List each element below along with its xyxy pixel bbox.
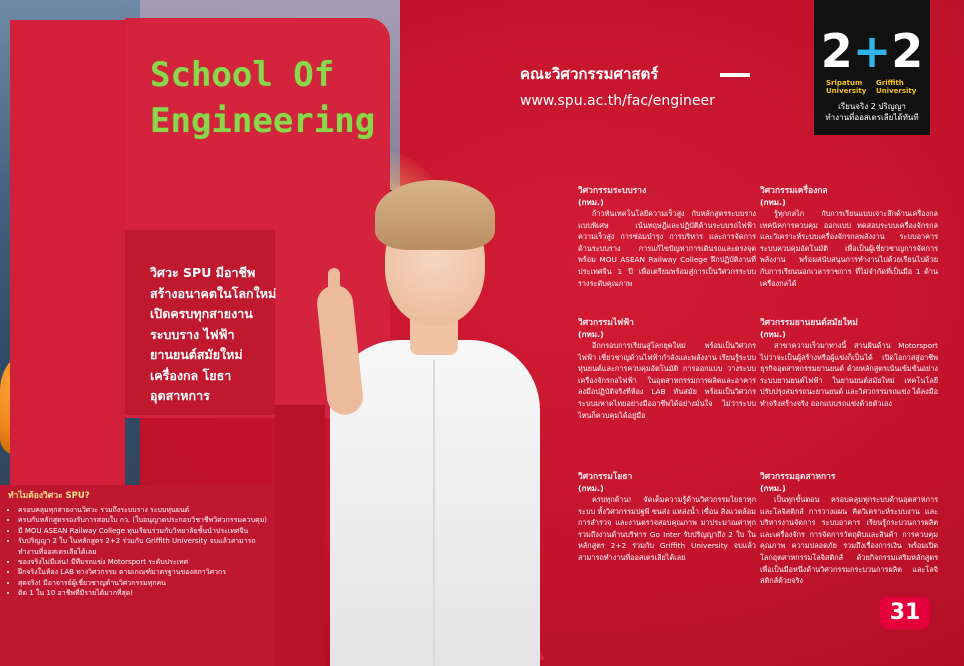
section-location: (กทม.) xyxy=(578,198,604,207)
page-title xyxy=(150,52,375,144)
logo-uni-left-line: University xyxy=(826,87,867,95)
tagline-line: เครื่องกล โยธา xyxy=(150,367,232,383)
section-heading: วิศวกรรมยานยนต์สมัยใหม่ xyxy=(760,318,858,328)
section-heading: วิศวกรรมอุตสาหการ xyxy=(760,472,836,482)
why-item: • ครอบคลุมทุกสายงานวิศวะ รวมถึงระบบราง ระบบหุ่นยนต์ xyxy=(18,505,270,515)
title-line-1: School Of xyxy=(150,55,335,95)
section-location: (กทม.) xyxy=(760,330,786,339)
why-spu-box xyxy=(8,488,270,599)
logo-number xyxy=(814,24,930,78)
why-item: • มี MOU ASEAN Railway College ทุนเรียนร่วมกับวิทยาลัยชั้นนำประเทศจีน xyxy=(18,526,270,536)
letter-e-shape xyxy=(10,20,125,490)
why-list xyxy=(8,505,270,599)
section-location: (กทม.) xyxy=(578,484,604,493)
tagline-line: ระบบราง ไฟฟ้า xyxy=(150,326,235,342)
why-item: • ครบกับหลักสูตรรองรับการสอบใบ กว. (ใบอนุญาตประกอบวิชาชีพวิศวกรรมควบคุม) xyxy=(18,515,270,525)
logo-plus: + xyxy=(852,24,892,78)
section-body: อีกกรอบการเรียนสู่โลกยุคใหม่ พร้อมเป็นวิศวกรไฟฟ้า เชี่ยวชาญด้านไฟฟ้ากำลังและพลังงาน เรียนรู้ระบบหุ่นยนต์และการควบคุมอัตโนมัติ การออกแบบ วางระบบเครื่องจักรกลไฟฟ้า ในอุตสาหกรรมการผลิตและอาคาร ลงมือปฏิบัติจริงที่ห้อง LAB ทันสมัย พร้อมเป็นวิศวกรระบบมหาดไทยอย่างมืออาชีพได้อย่างมั่นใจ ไม่ว่าระบบไหนก็ควบคุมได้อยู่มือ xyxy=(578,341,756,420)
faculty-dash xyxy=(720,73,750,77)
tagline xyxy=(150,263,300,407)
section-heading: วิศวกรรมไฟฟ้า xyxy=(578,318,634,328)
why-item: • ของจริงไม่มีเล่น! มีทีมรถแข่ง Motorsport ระดับประเทศ xyxy=(18,557,270,567)
logo-uni-right-line: University xyxy=(876,87,917,95)
section-location: (กทม.) xyxy=(760,484,786,493)
pointing-finger xyxy=(328,268,340,306)
section-body: ก้าวทันเทคโนโลยีความเร็วสูง กับหลักสูตรระบบรางแบบพิเศษ เน้นทฤษฎีและปฏิบัติด้านระบบรถไฟฟ้าความเร็วสูง การซ่อมบำรุง การบริหาร และการจัดการด้านระบบราง การแก้ไขปัญหาการเดินรถและตรงจุด พร้อม MOU ASEAN Railway College ฝึกปฏิบัติงานที่ประเทศจีน 1 ปี เพื่อเตรียมพร้อมสู่การเป็นวิศวกรระบบรางระดับคุณภาพ xyxy=(578,209,756,288)
page-number-badge: 31 xyxy=(880,597,930,629)
section-body: รู้ทุกกลไก กับการเรียนแบบเจาะลึกด้านเครื่องกล เทคนิคการควบคุม ออกแบบ ทดสอบระบบเครื่องจักรกลและวิเคราะห์ระบบเครื่องจักรกลพลังงาน ระบบอาคาร ระบบควบคุมอัตโนมัติ เพื่อเป็นผู้เชี่ยวชาญการจัดการพลังงาน พร้อมสนับสนุนการทำงานไปด้วยเรียนไปด้วย กับการเรียนนอกเวลาราชการ ที่ไม่จำกัดที่เป็นมือ 1 ด้านเครื่องกลได้ xyxy=(760,209,938,288)
logo-university-left xyxy=(826,79,866,95)
section-body: เป็นทุกขั้นตอน ครอบคลุมทุกระบบด้านอุตสาหการและโลจิสติกส์ การวางแผน คิดวิเคราะห์ระบบงาน และบริหารงานจัดการ ระบบอาคาร เรียนรู้กระบวนการผลิตและเครื่องจักร การจัดการวัตถุดิบและสินค้า การควบคุมคุณภาพ ความปลอดภัย รวมถึงเรื่องการเงิน พร้อมเปิดโลกอุตสาหกรรมโลจิสติกส์ ด้วยกิจกรรมเสริมหลักสูตรเพื่อเป็นมือหนึ่งด้านวิศวกรรมกระบวนการผลิต และโลจิสติกส์ด้วยจริง xyxy=(760,495,938,586)
shirt-placket xyxy=(433,360,435,666)
section-heading: วิศวกรรมเครื่องกล xyxy=(760,186,828,196)
section-body: สาขาความเร็วมาทางนี้ สานฝันด้าน Motorsport ไปว่าจะเป็นผู้สร้างหรือผู้แข่งก็เป็นได้ เปิดโอกาสสู่อาชีพธุรกิจอุตสาหกรรมยานยนต์ ด้วยหลักสูตรเน้นเข้มข้นอย่างระบบยานยนต์ไฟฟ้า ในยานยนต์สมัยใหม่ เทคโนโลยีปรับปรุงสมรรถนะยานยนต์ และวิศวกรรมรถแข่ง ได้ลงมือทำจริงสร้างจริง ออกแบบรถแข่งด้วยตัวเอง xyxy=(760,341,938,408)
program-logo xyxy=(814,0,930,135)
section-body: ครบทุกด้าน! จัดเต็มความรู้ด้านวิศวกรรมโยธาทุกระบบ ทั้งวิศวกรรมปฐพี ขนส่ง แหล่งน้ำ เขื่อน สิ่งแวดล้อม การสำรวจ และงานตรวจสอบคุณภาพ มาประมาณค่าทุกรวมถึงงานด้านบริหาร Go Inter รับปริญญาถึง 2 ใบ ในหลักสูตร 2+2 ร่วมกับ Griffith University จบแล้วสามารถทำงานที่ออสเตรเลียได้เลย xyxy=(578,495,756,562)
logo-uni-right-line: Griffith xyxy=(876,79,904,87)
section-location: (กทม.) xyxy=(760,198,786,207)
title-line-2: Engineering xyxy=(150,101,376,141)
faculty-url[interactable]: www.spu.ac.th/fac/engineer xyxy=(520,93,715,109)
logo-uni-left-line: Sripatum xyxy=(826,79,863,87)
logo-tagline-line: ทำงานที่ออสเตรเลียได้ทันที xyxy=(825,113,919,122)
tagline-line: อุตสาหการ xyxy=(150,388,210,403)
section-industrial xyxy=(760,472,938,587)
logo-tagline-line: เรียนจริง 2 ปริญญา xyxy=(838,102,906,111)
section-electrical xyxy=(578,318,756,421)
section-railway xyxy=(578,186,756,289)
section-location: (กทม.) xyxy=(578,330,604,339)
why-item: • ฝึกจริงในห้อง LAB ทางวิศวกรรม ตามเกณฑ์มาตรฐานของสภาวิศวกร xyxy=(18,567,270,577)
why-item: • สุดจริง! มีอาจารย์ผู้เชี่ยวชาญด้านวิศวกรรมทุกคน xyxy=(18,578,270,588)
student-hair xyxy=(375,180,495,250)
logo-digit-right: 2 xyxy=(891,24,924,78)
faculty-name: คณะวิศวกรรมศาสตร์ xyxy=(520,65,659,83)
logo-digit-left: 2 xyxy=(820,24,853,78)
section-mechanical xyxy=(760,186,938,289)
tagline-line: ยานยนต์สมัยใหม่ xyxy=(150,347,243,362)
why-item: • ติด 1 ใน 10 อาชีพที่มีรายได้มากที่สุด! xyxy=(18,588,270,598)
section-automotive xyxy=(760,318,938,410)
why-item: • รับปริญญา 2 ใบ ในหลักสูตร 2+2 ร่วมกับ Griffith University จบแล้วสามารถทำงานที่ออสเตรเลียได้เลย xyxy=(18,536,270,557)
why-heading: ทำไมต้องวิศวะ SPU? xyxy=(8,491,90,501)
section-civil xyxy=(578,472,756,564)
section-heading: วิศวกรรมโยธา xyxy=(578,472,633,482)
tagline-line: เปิดครบทุกสายงาน xyxy=(150,306,253,321)
tagline-line: วิศวะ SPU มีอาชีพ xyxy=(150,265,256,280)
letter-n-left-stroke xyxy=(275,405,325,666)
tagline-line: สร้างอนาคตในโลกใหม่ xyxy=(150,285,277,301)
logo-tagline xyxy=(814,101,930,123)
section-heading: วิศวกรรมระบบราง xyxy=(578,186,647,196)
logo-university-right xyxy=(876,79,916,95)
